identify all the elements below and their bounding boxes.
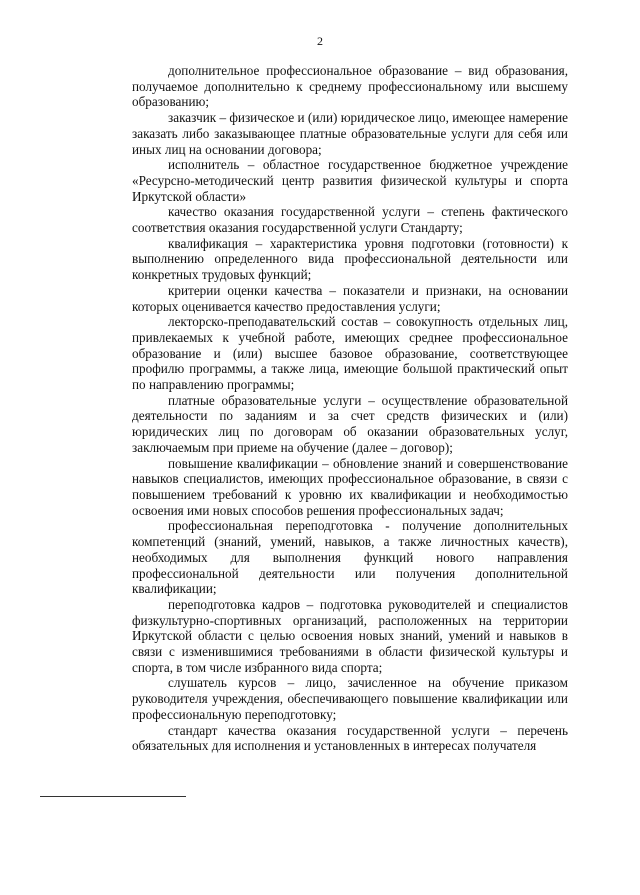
definitions-text [132,63,568,754]
footnote-separator-line [40,796,186,797]
definition-paragraph: повышение квалификации – обновление знаний и совершенствование навыков специалистов, имеющих профессиональное образование, в связи с повышением требований к уровню их квалификации и необходимостью освоения ими новых способов решения профессиональных задач; [132,455,568,518]
definition-paragraph: стандарт качества оказания государственной услуги – перечень обязательных для исполнения и установленных в интересах получателя [132,722,568,754]
definition-paragraph: слушатель курсов – лицо, зачисленное на обучение приказом руководителя учреждения, обеспечивающего повышение квалификации или профессиональную переподготовку; [132,675,568,722]
definition-paragraph: заказчик – физическое и (или) юридическое лицо, имеющее намерение заказать либо заказывающее платные образовательные услуги для себя или иных лиц на основании договора; [132,110,568,157]
definition-paragraph: переподготовка кадров – подготовка руководителей и специалистов физкультурно-спортивных организаций, расположенных на территории Иркутской области с целью освоения новых знаний, умений и навыков в связи с изменившимися требованиями в области физической культуры и спорта, в том числе избранного вида спорта; [132,596,568,675]
definition-paragraph: качество оказания государственной услуги – степень фактического соответствия оказания государственной услуги Стандарту; [132,204,568,236]
definition-paragraph: исполнитель – областное государственное бюджетное учреждение «Ресурсно-методический центр развития физической культуры и спорта Иркутской области» [132,157,568,204]
definition-paragraph: квалификация – характеристика уровня подготовки (готовности) к выполнению определенного вида профессиональной деятельности или конкретных трудовых функций; [132,235,568,283]
definition-paragraph: критерии оценки качества – показатели и признаки, на основании которых оценивается качество предоставления услуги; [132,282,568,314]
definition-paragraph: профессиональная переподготовка - получение дополнительных компетенций (знаний, умений, навыков, а также личностных качеств), необходимых для выполнения функций нового направления профессиональной деятельности или получения дополнительной квалификации; [132,518,568,597]
page-number: 2 [317,34,323,48]
definition-paragraph: платные образовательные услуги – осуществление образовательной деятельности по заданиям и за счет средств физических и (или) юридических лиц по договорам об оказании образовательных услуг, заключаемым при приеме на обучение (далее – договор); [132,392,568,455]
definition-paragraph: дополнительное профессиональное образование – вид образования, получаемое дополнительно к среднему профессиональному или высшему образованию; [132,63,568,110]
definition-paragraph: лекторско-преподавательский состав – совокупность отдельных лиц, привлекаемых к учебной работе, имеющих среднее профессиональное образование и (или) высшее базовое образование, соответствующее профилю программы, а также лица, имеющие большой практический опыт по направлению программы; [132,314,568,393]
